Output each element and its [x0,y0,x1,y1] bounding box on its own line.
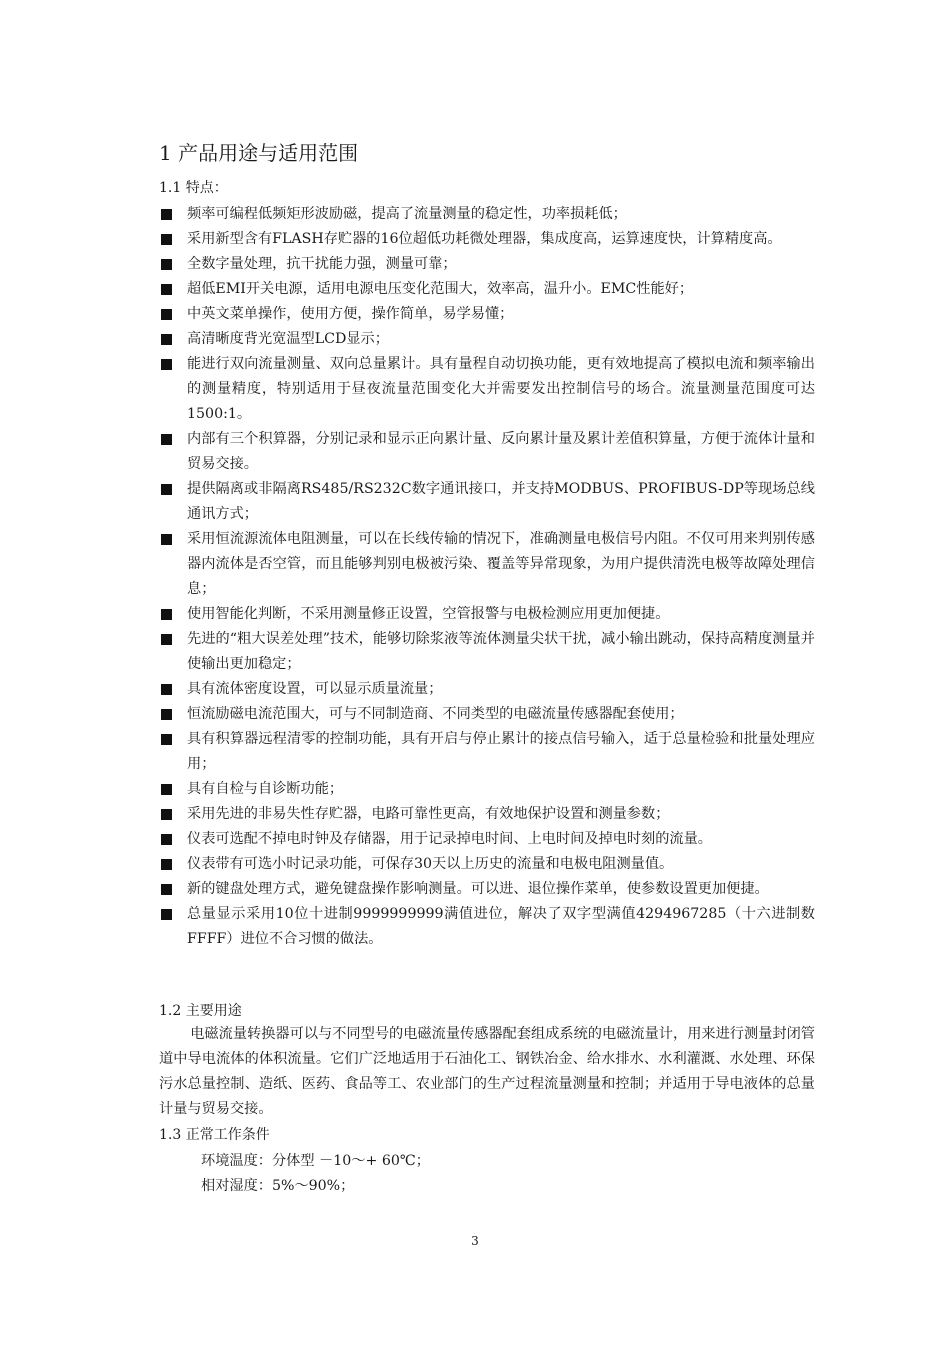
feature-item [159,702,815,727]
feature-item [159,202,815,227]
bullet-square-icon [161,809,172,820]
feature-text: 使用智能化判断，不采用测量修正设置，空管报警与电极检测应用更加便捷。 [187,606,670,622]
feature-text: 中英文菜单操作，使用方便，操作简单，易学易懂； [187,306,514,322]
page-number: 3 [471,1234,479,1248]
bullet-square-icon [161,209,172,220]
feature-item [159,627,815,677]
bullet-square-icon [161,834,172,845]
bullet-square-icon [161,609,172,620]
section-1-2-heading: 1.2 主要用途 [159,1003,242,1019]
bullet-square-icon [161,284,172,295]
condition-temperature: 环境温度：分体型 －10～+ 60℃； [201,1153,430,1169]
feature-item [159,327,815,352]
bullet-square-icon [161,434,172,445]
feature-text: 恒流励磁电流范围大，可与不同制造商、不同类型的电磁流量传感器配套使用； [187,706,684,722]
feature-item [159,527,815,602]
bullet-square-icon [161,734,172,745]
bullet-square-icon [161,909,172,920]
feature-item [159,902,815,952]
feature-text: 提供隔离或非隔离RS485/RS232C数字通讯接口，并支持MODBUS、PROFIBUS-DP等现场总线通讯方式； [187,481,815,522]
feature-item [159,477,815,527]
feature-text: 全数字量处理，抗干扰能力强，测量可靠； [187,256,457,272]
feature-item [159,352,815,427]
bullet-square-icon [161,484,172,495]
bullet-square-icon [161,359,172,370]
chapter-heading: 1 产品用途与适用范围 [159,141,359,165]
feature-text: 频率可编程低频矩形波励磁，提高了流量测量的稳定性，功率损耗低； [187,206,627,222]
feature-item [159,852,815,877]
bullet-square-icon [161,634,172,645]
feature-item [159,277,815,302]
feature-text: 具有积算器远程清零的控制功能，具有开启与停止累计的接点信号输入，适于总量检验和批量处理应用； [187,731,815,772]
feature-item [159,227,815,252]
feature-item [159,602,815,627]
feature-text: 仪表可选配不掉电时钟及存储器，用于记录掉电时间、上电时间及掉电时刻的流量。 [187,831,712,847]
feature-text: 先进的“粗大误差处理”技术，能够切除浆液等流体测量尖状干扰，减小输出跳动，保持高精度测量并使输出更加稳定； [187,631,815,672]
feature-item [159,777,815,802]
feature-item [159,802,815,827]
feature-item [159,727,815,777]
feature-text: 总量显示采用10位十进制9999999999满值进位，解决了双字型满值4294967285（十六进制数FFFF）进位不合习惯的做法。 [187,906,815,947]
section-1-1-heading: 1.1 特点： [159,180,228,196]
bullet-square-icon [161,709,172,720]
feature-item [159,302,815,327]
bullet-square-icon [161,684,172,695]
feature-list [159,202,815,952]
feature-text: 采用恒流源流体电阻测量，可以在长线传输的情况下，准确测量电极信号内阻。不仅可用来判别传感器内流体是否空管，而且能够判别电极被污染、覆盖等异常现象，为用户提供清洗电极等故障处理信息； [187,531,815,597]
feature-text: 高清晰度背光宽温型LCD显示； [187,331,389,347]
bullet-square-icon [161,234,172,245]
bullet-square-icon [161,259,172,270]
feature-text: 能进行双向流量测量、双向总量累计。具有量程自动切换功能，更有效地提高了模拟电流和频率输出的测量精度，特别适用于昼夜流量范围变化大并需要发出控制信号的场合。流量测量范围度可达1500:1。 [187,356,815,422]
feature-item [159,427,815,477]
feature-text: 具有自检与自诊断功能； [187,781,344,797]
bullet-square-icon [161,534,172,545]
feature-text: 超低EMI开关电源，适用电源电压变化范围大，效率高，温升小。EMC性能好； [187,281,694,297]
bullet-square-icon [161,859,172,870]
bullet-square-icon [161,309,172,320]
feature-text: 新的键盘处理方式，避免键盘操作影响测量。可以进、退位操作菜单，使参数设置更加便捷。 [187,881,769,897]
feature-text: 仪表带有可选小时记录功能，可保存30天以上历史的流量和电极电阻测量值。 [187,856,674,872]
feature-text: 内部有三个积算器，分别记录和显示正向累计量、反向累计量及累计差值积算量，方便于流体计量和贸易交接。 [187,431,815,472]
condition-humidity: 相对湿度：5%～90%； [201,1178,355,1194]
feature-text: 采用先进的非易失性存贮器，电路可靠性更高，有效地保护设置和测量参数； [187,806,670,822]
feature-item [159,827,815,852]
bullet-square-icon [161,334,172,345]
usage-paragraph: 电磁流量转换器可以与不同型号的电磁流量传感器配套组成系统的电磁流量计，用来进行测量封闭管道中导电流体的体积流量。它们广泛地适用于石油化工、钢铁冶金、给水排水、水利灌溉、水处理、环保污水总量控制、造纸、医药、食品等工、农业部门的生产过程流量测量和控制；并适用于导电液体的总量计量与贸易交接。 [159,1026,815,1117]
bullet-square-icon [161,784,172,795]
feature-text: 采用新型含有FLASH存贮器的16位超低功耗微处理器，集成度高，运算速度快，计算精度高。 [187,231,782,247]
feature-item [159,677,815,702]
feature-item [159,877,815,902]
section-1-3-heading: 1.3 正常工作条件 [159,1127,270,1143]
bullet-square-icon [161,884,172,895]
feature-item [159,252,815,277]
feature-text: 具有流体密度设置，可以显示质量流量； [187,681,443,697]
